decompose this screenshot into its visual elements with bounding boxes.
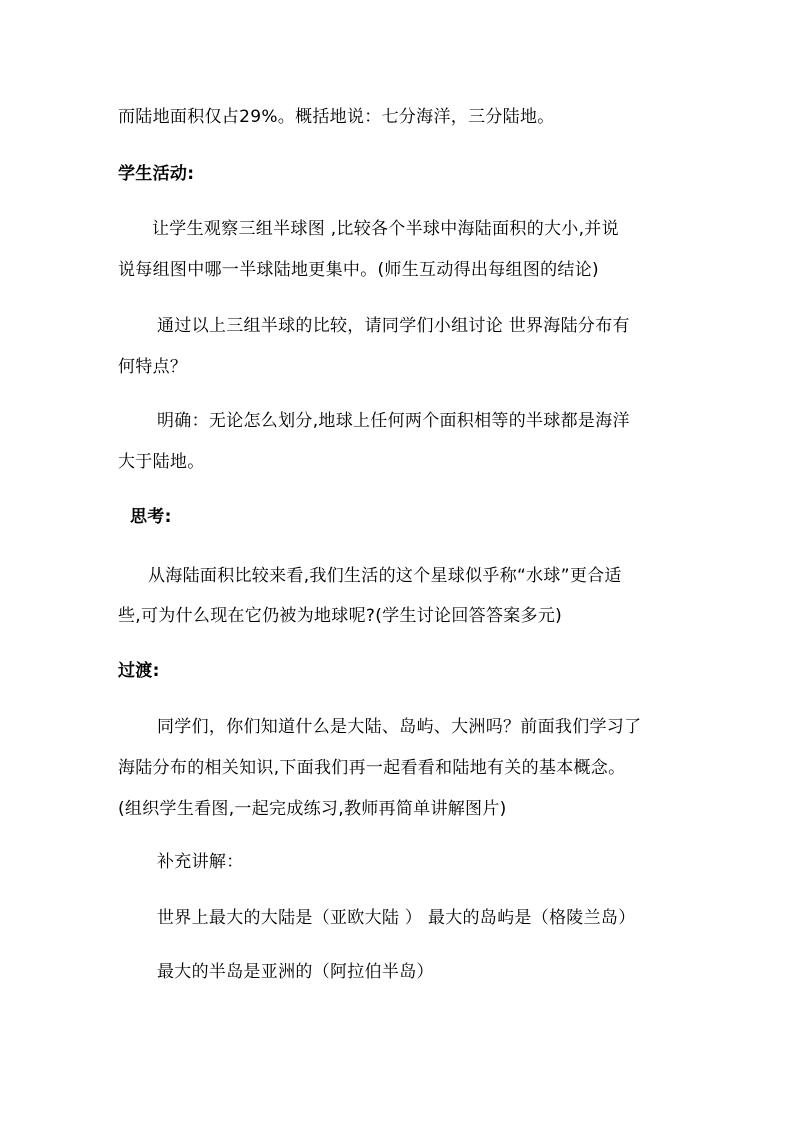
text-line-14: 海陆分布的相关知识,下面我们再一起看看和陆地有关的基本概念。 bbox=[118, 758, 626, 778]
text-line-16: 补充讲解： bbox=[157, 852, 244, 872]
heading-transition: 过渡: bbox=[118, 661, 160, 681]
text-line-8: 大于陆地。 bbox=[118, 452, 205, 472]
text-line-4: 说每组图中哪一半球陆地更集中。(师生互动得出每组图的结论) bbox=[118, 260, 599, 280]
text-line-7: 明确：无论怎么划分,地球上任何两个面积相等的半球都是海洋 bbox=[157, 411, 630, 431]
text-line-17: 世界上最大的大陆是（亚欧大陆 ） 最大的岛屿是（格陵兰岛） bbox=[157, 908, 636, 928]
text-line-15: (组织学生看图,一起完成练习,教师再简单讲解图片) bbox=[118, 799, 507, 819]
text-line-1: 而陆地面积仅占29%。概括地说：七分海洋，三分陆地。 bbox=[118, 107, 555, 127]
text-line-18: 最大的半岛是亚洲的（阿拉伯半岛） bbox=[157, 962, 434, 982]
text-line-10: 从海陆面积比较来看,我们生活的这个星球似乎称“水球”更合适 bbox=[148, 566, 622, 586]
text-line-11: 些,可为什么现在它仍被为地球呢?(学生讨论回答答案多元) bbox=[118, 606, 563, 626]
text-line-5: 通过以上三组半球的比较，请同学们小组讨论 世界海陆分布有 bbox=[157, 316, 630, 336]
text-line-13: 同学们，你们知道什么是大陆、岛屿、大洲吗？前面我们学习了 bbox=[157, 717, 642, 737]
text-line-6: 何特点？ bbox=[118, 357, 188, 377]
heading-student-activity: 学生活动: bbox=[118, 164, 195, 184]
heading-think: 思考: bbox=[130, 507, 172, 527]
text-line-3: 让学生观察三组半球图 ,比较各个半球中海陆面积的大小,并说 bbox=[152, 219, 619, 239]
